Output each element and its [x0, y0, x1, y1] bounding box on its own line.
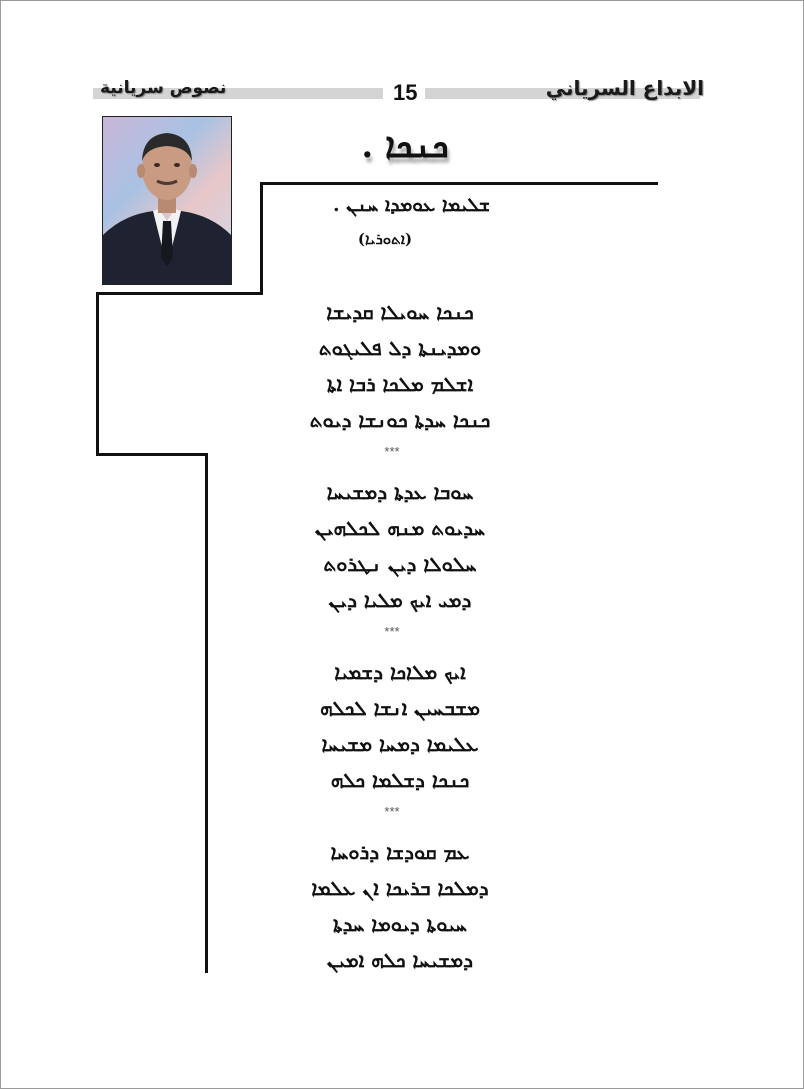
- verse-line: ܥܠܝܡܐ ܕܡܚܐ ܡܫܝܚܐ: [321, 732, 479, 756]
- verse-line: ܕܡܝ ܐܝܟ ܡܠܝܐ ܕܝܢ: [328, 588, 472, 612]
- verse-line: ܟܢܟܐ ܕܫܠܡܐ ܟܠܗ: [330, 768, 470, 792]
- verse-line: ܟܢܟܐ ܚܕܬܐ ܟܘܢܫܐ ܕܝܘܬ: [309, 408, 491, 432]
- page-number: 15: [393, 80, 418, 105]
- verse-line: ܘܡܕܝܢܬܐ ܕܠ ܦܠܝܓܘܬ: [318, 336, 482, 360]
- stanza-separator: ***: [384, 624, 400, 639]
- frame-line-upper-vertical: [260, 182, 263, 295]
- verse-line: ܕܡܫܝܚܐ ܟܠܗ ܐܡܝܢ: [327, 948, 473, 972]
- stanza-separator: ***: [384, 804, 400, 819]
- author-photo: [102, 116, 232, 285]
- frame-line-lower-vertical: [205, 453, 208, 973]
- frame-line-top: [260, 182, 658, 185]
- verse-line: ܕܡܠܟܐ ܒܪܝܟܐ ܐܢ ܥܠܡܐ: [311, 876, 489, 900]
- header-magazine-title: الابداع السرياني: [545, 76, 704, 100]
- poem-title: ܟܢܟܐ .: [361, 126, 449, 166]
- frame-line-left-vertical: [96, 292, 99, 456]
- frame-line-mid-bottom: [96, 453, 208, 456]
- verse-line: ܐܫܠܡ ܡܠܟܐ ܪܒܐ ܐܬܐ: [326, 372, 474, 396]
- verse-line: ܥܡ ܩܘܕܫܐ ܕܪܘܚܐ: [330, 840, 470, 864]
- poem-note: (ܐܬܘܪܝܐ): [357, 230, 413, 248]
- frame-line-mid-top: [96, 292, 263, 295]
- verse-line: ܚܘܒܐ ܥܕܬܐ ܕܡܫܝܚܐ: [326, 480, 474, 504]
- verse-line: ܐܝܟ ܡܠܐܟܐ ܕܫܡܝܐ: [334, 660, 466, 684]
- poem-author: ܫܠܝܡܐ ܥܘܡܕܐ ܚܢܢ .: [333, 194, 490, 216]
- header-section-title: نصوص سريانية: [100, 78, 227, 98]
- verse-line: ܚܠܘܠܐ ܕܝܢ ܢܛܪܘܬ: [323, 552, 477, 576]
- verse-line: ܡܫܒܚܝܢ ܐܢܫܐ ܠܟܠܗ: [319, 696, 481, 720]
- stanza-separator: ***: [384, 444, 400, 459]
- verse-line: ܚܕܝܘܬ ܡܢܗ ܠܟܠܗܝܢ: [315, 516, 485, 540]
- author-portrait-icon: [103, 117, 231, 284]
- verse-line: ܚܝܘܬܐ ܕܝܘܡܐ ܚܕܬܐ: [333, 912, 467, 936]
- verse-line: ܟܢܟܐ ܚܘܝܠܐ ܩܕܝܫܐ: [326, 300, 474, 324]
